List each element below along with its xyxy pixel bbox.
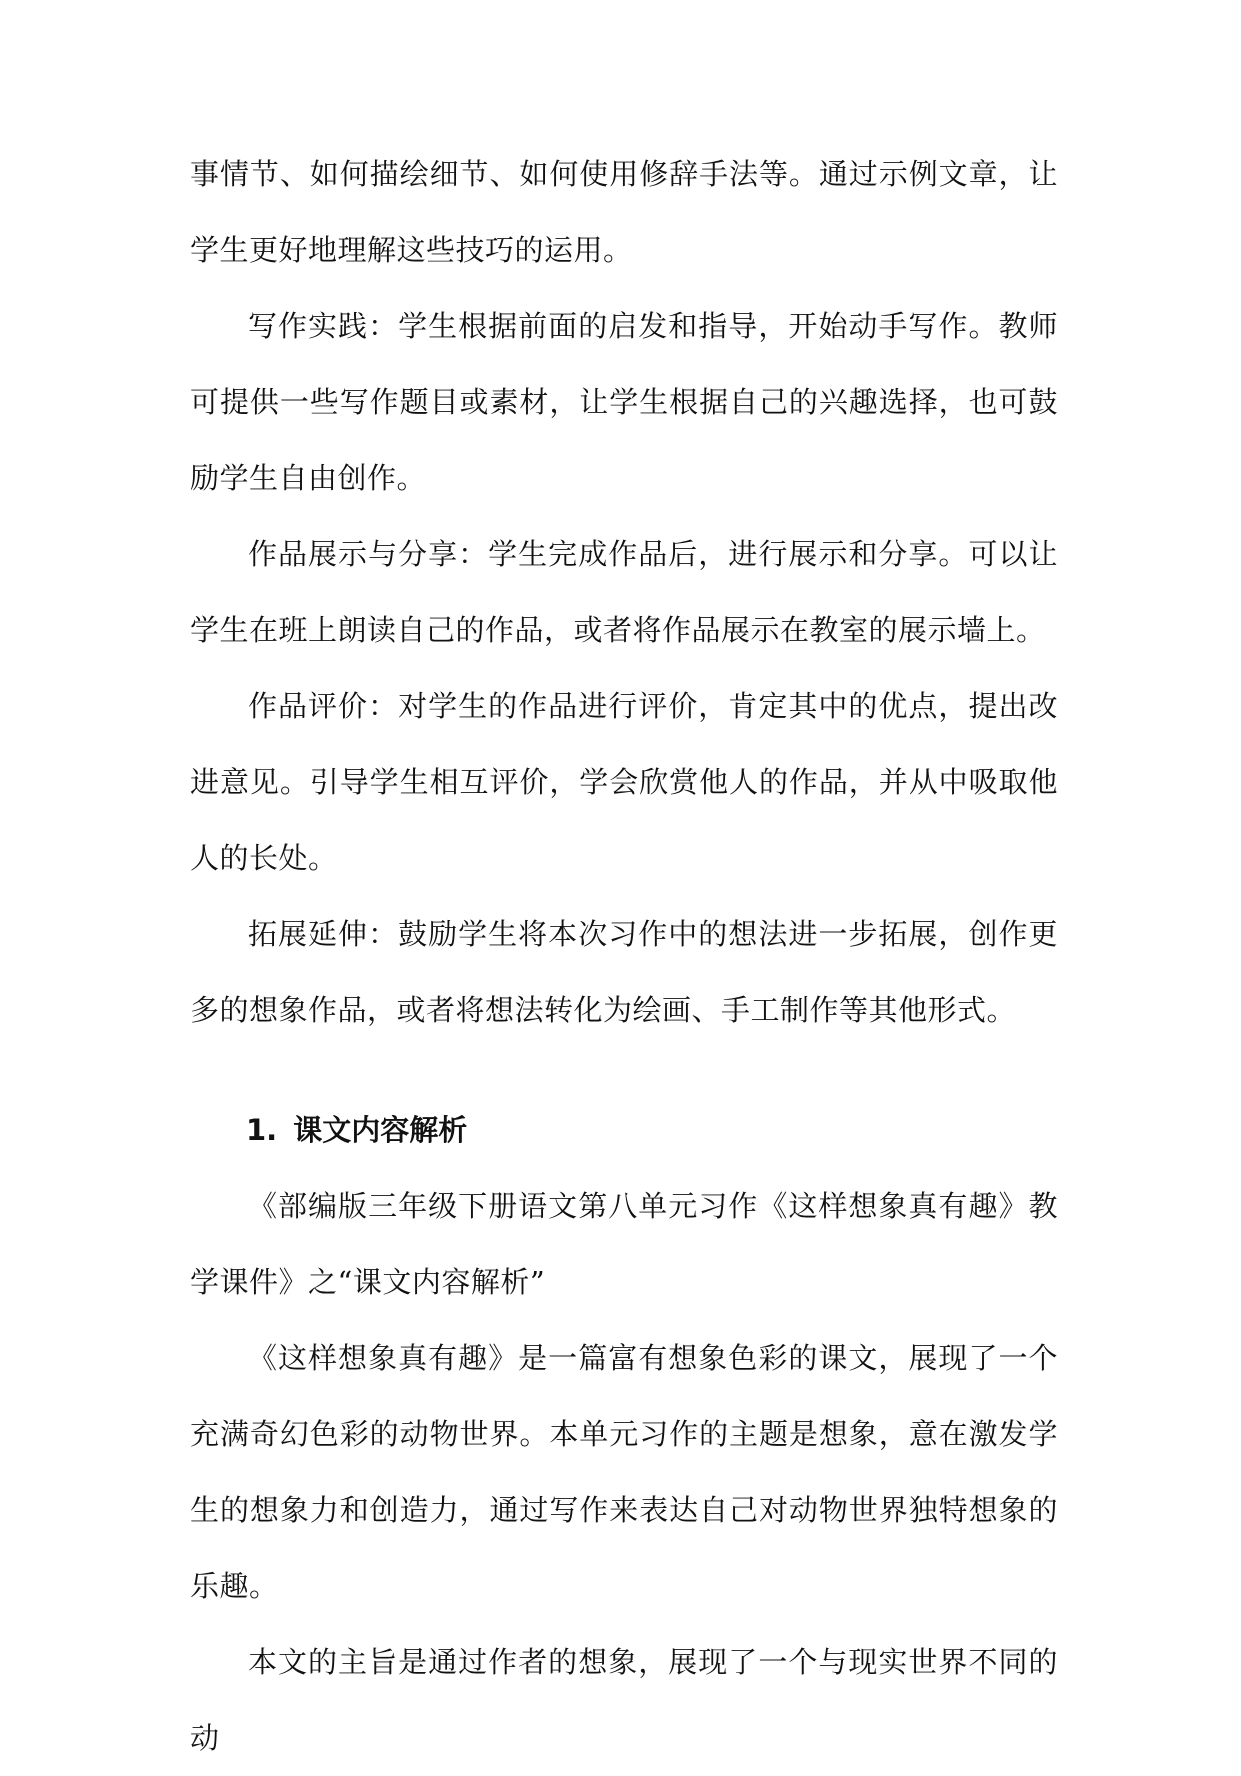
paragraph-main-idea: 本文的主旨是通过作者的想象，展现了一个与现实世界不同的动 bbox=[190, 1645, 1058, 1755]
paragraph-text-overview: 《这样想象真有趣》是一篇富有想象色彩的课文，展现了一个充满奇幻色彩的动物世界。本单元习作的主题是想象，意在激发学生的想象力和创造力，通过写作来表达自己对动物世界独特想象的乐趣。 bbox=[190, 1341, 1058, 1603]
section-heading bbox=[190, 1092, 1058, 1168]
paragraph-work-evaluation: 作品评价：对学生的作品进行评价，肯定其中的优点，提出改进意见。引导学生相互评价，学会欣赏他人的作品，并从中吸取他人的长处。 bbox=[190, 689, 1058, 875]
paragraph-narrative-techniques: 事情节、如何描绘细节、如何使用修辞手法等。通过示例文章，让学生更好地理解这些技巧的运用。 bbox=[190, 157, 1058, 267]
paragraph-work-showcase: 作品展示与分享：学生完成作品后，进行展示和分享。可以让学生在班上朗读自己的作品，或者将作品展示在教室的展示墙上。 bbox=[190, 537, 1058, 647]
document-body bbox=[190, 136, 1058, 1776]
section-title: 课文内容解析 bbox=[293, 1113, 468, 1147]
paragraph-section-intro: 《部编版三年级下册语文第八单元习作《这样想象真有趣》教学课件》之“课文内容解析” bbox=[190, 1189, 1058, 1299]
paragraph-extension: 拓展延伸：鼓励学生将本次习作中的想法进一步拓展，创作更多的想象作品，或者将想法转化为绘画、手工制作等其他形式。 bbox=[190, 917, 1058, 1027]
section-number: 1. bbox=[246, 1113, 278, 1147]
paragraph-writing-practice: 写作实践：学生根据前面的启发和指导，开始动手写作。教师可提供一些写作题目或素材，让学生根据自己的兴趣选择，也可鼓励学生自由创作。 bbox=[190, 309, 1058, 495]
